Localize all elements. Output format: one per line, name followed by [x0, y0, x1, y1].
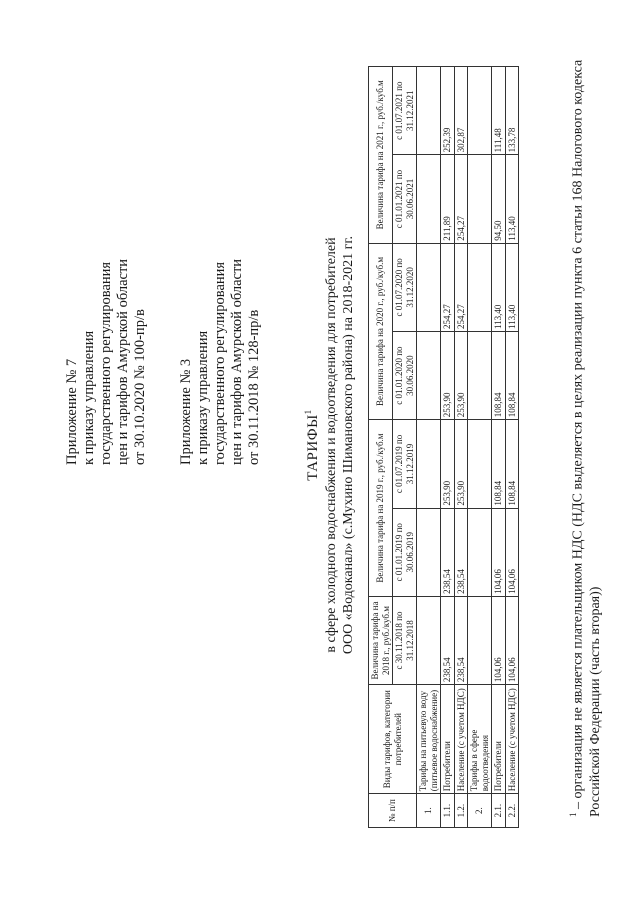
- value-cell: [468, 508, 492, 596]
- period-cell: с 01.01.2021 по 30.06.2021: [393, 155, 417, 243]
- annex-line: Приложение № 7: [64, 358, 80, 465]
- period-cell: с 01.01.2019 по 30.06.2019: [393, 508, 417, 596]
- value-cell: [417, 331, 441, 419]
- annex-7-header: [64, 165, 149, 465]
- period-cell: с 01.07.2019 по 31.12.2019: [393, 420, 417, 508]
- value-cell: [468, 155, 492, 243]
- annex-line: к приказу управления: [195, 330, 211, 465]
- header-num: № п/п: [369, 794, 417, 828]
- value-cell: [417, 67, 441, 155]
- table-row: [417, 67, 441, 828]
- annex-line: к приказу управления: [81, 330, 97, 465]
- annex-3-header: [178, 165, 263, 465]
- period-cell: с 30.11.2018 по 31.12.2018: [393, 596, 417, 684]
- value-cell: 238,54: [441, 508, 455, 596]
- value-cell: [468, 243, 492, 331]
- value-cell: 238,54: [454, 508, 468, 596]
- document-title: [300, 65, 357, 825]
- title-footnote-mark: 1: [303, 409, 313, 415]
- table-row: [441, 67, 455, 828]
- annex-line: государственного регулирования: [212, 261, 228, 465]
- row-num: 2.2.: [505, 794, 519, 828]
- period-cell: с 01.07.2021 по 31.12.2021: [393, 67, 417, 155]
- value-cell: 113,40: [492, 243, 506, 331]
- header-type: Виды тарифов, категории потребителей: [369, 685, 417, 794]
- value-cell: 253,90: [441, 331, 455, 419]
- value-cell: 104,06: [492, 596, 506, 684]
- annex-line: цен и тарифов Амурской области: [115, 258, 131, 465]
- value-cell: 113,40: [505, 155, 519, 243]
- value-cell: 253,90: [454, 331, 468, 419]
- period-cell: с 01.01.2020 по 30.06.2020: [393, 331, 417, 419]
- value-cell: 104,06: [505, 508, 519, 596]
- value-cell: 111,48: [492, 67, 506, 155]
- value-cell: 238,54: [441, 596, 455, 684]
- value-cell: 253,90: [454, 420, 468, 508]
- value-cell: [468, 420, 492, 508]
- value-cell: [417, 243, 441, 331]
- value-cell: 94,50: [492, 155, 506, 243]
- title-line: [300, 65, 322, 825]
- row-name: Тарифы на питьевую воду (питьевое водоснабжение): [417, 685, 441, 794]
- annex-line: государственного регулирования: [98, 261, 114, 465]
- table-row: [492, 67, 506, 828]
- annex-line: Приложение № 3: [178, 358, 194, 465]
- value-cell: 254,27: [441, 243, 455, 331]
- row-name: Потребители: [441, 685, 455, 794]
- value-cell: [417, 155, 441, 243]
- row-num: 1.1.: [441, 794, 455, 828]
- annex-line: цен и тарифов Амурской области: [229, 258, 245, 465]
- value-cell: [468, 596, 492, 684]
- row-num: 1.: [417, 794, 441, 828]
- title-text: ТАРИФЫ: [305, 414, 321, 481]
- subtitle-line-2: ООО «Водоканал» (с.Мухино Шимановского района) на 2018-2021 гг.: [341, 235, 356, 655]
- value-cell: 211,89: [441, 155, 455, 243]
- footnote-text: – организация не является плательщиком НДС (НДС выделяется в целях реализации пункта 6 статьи 168 Налогового кодекса Российской Федерации (часть вторая)): [570, 59, 603, 817]
- row-name: Население (с учетом НДС): [505, 685, 519, 794]
- tariff-table: [368, 66, 519, 828]
- header-2021: Величина тарифа на 2021 г., руб./куб.м: [369, 67, 393, 244]
- value-cell: 108,84: [505, 331, 519, 419]
- table-row: [468, 67, 492, 828]
- table-row: [454, 67, 468, 828]
- value-cell: 108,84: [492, 420, 506, 508]
- value-cell: 238,54: [454, 596, 468, 684]
- row-num: 1.2.: [454, 794, 468, 828]
- subtitle-line-1: в сфере холодного водоснабжения и водоотведения для потребителей: [324, 237, 339, 653]
- row-name: Тарифы в сфере водоотведения: [468, 685, 492, 794]
- header-2019: Величина тарифа на 2019 г., руб./куб.м: [369, 420, 393, 597]
- footnote: [565, 57, 604, 817]
- annex-line: от 30.10.2020 № 100-пр/в: [132, 309, 148, 465]
- period-cell: с 01.07.2020 по 31.12.2020: [393, 243, 417, 331]
- row-num: 2.: [468, 794, 492, 828]
- value-cell: [417, 596, 441, 684]
- table-header-row: [369, 67, 393, 828]
- value-cell: [468, 331, 492, 419]
- value-cell: 104,06: [505, 596, 519, 684]
- value-cell: 254,27: [454, 155, 468, 243]
- row-num: 2.1.: [492, 794, 506, 828]
- value-cell: [468, 67, 492, 155]
- row-name: Население (с учетом НДС): [454, 685, 468, 794]
- header-2020: Величина тарифа на 2020 г., руб./куб.м: [369, 243, 393, 420]
- value-cell: 253,90: [441, 420, 455, 508]
- value-cell: 108,84: [505, 420, 519, 508]
- annex-line: от 30.11.2018 № 128-пр/в: [246, 309, 262, 465]
- value-cell: [417, 508, 441, 596]
- value-cell: 133,78: [505, 67, 519, 155]
- row-name: Потребители: [492, 685, 506, 794]
- header-2018: Величина тарифа на 2018 г., руб./куб.м: [369, 596, 393, 684]
- table-row: [505, 67, 519, 828]
- value-cell: [417, 420, 441, 508]
- value-cell: 104,06: [492, 508, 506, 596]
- value-cell: 108,84: [492, 331, 506, 419]
- value-cell: 254,27: [454, 243, 468, 331]
- footnote-mark: 1: [568, 812, 578, 817]
- value-cell: 252,39: [441, 67, 455, 155]
- value-cell: 113,40: [505, 243, 519, 331]
- value-cell: 302,87: [454, 67, 468, 155]
